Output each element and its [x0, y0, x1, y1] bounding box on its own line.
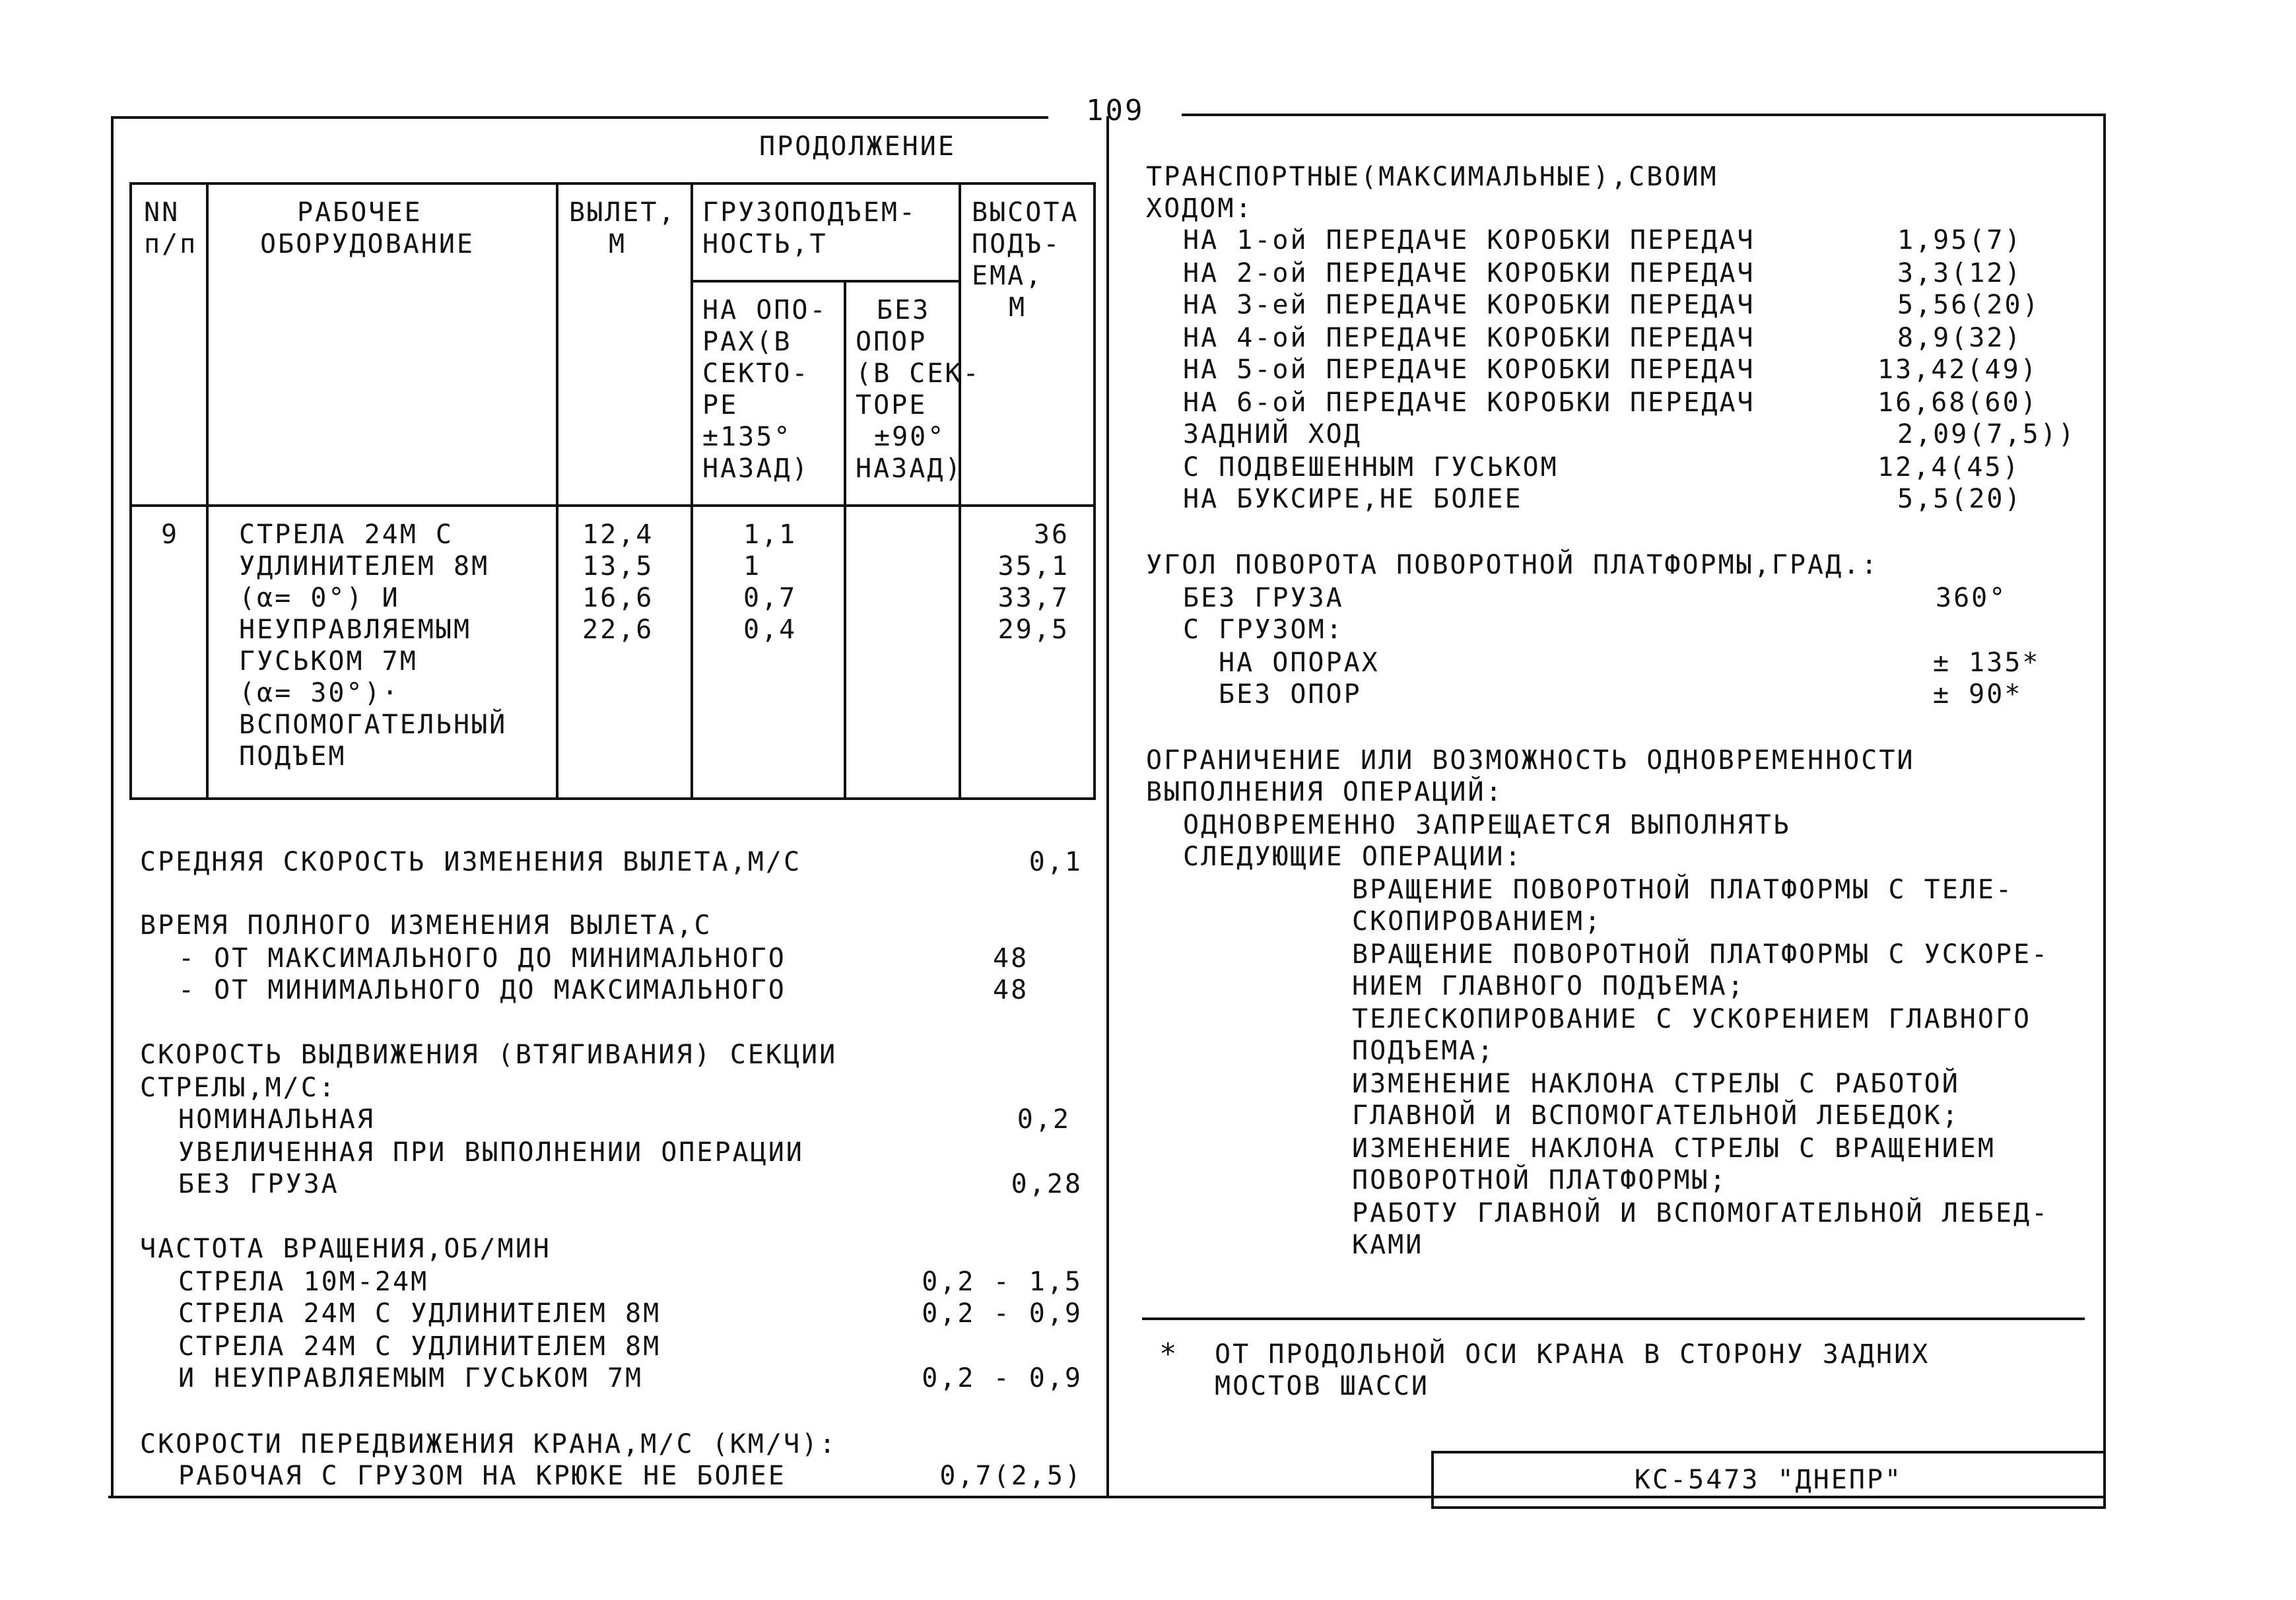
- restriction-title-2: ВЫПОЛНЕНИЯ ОПЕРАЦИЙ:: [1146, 777, 1504, 807]
- subheader-outriggers-4: РЕ: [702, 390, 739, 420]
- footnote-line-2: МОСТОВ ШАССИ: [1215, 1371, 1429, 1401]
- restriction-line: КАМИ: [1352, 1230, 1424, 1260]
- row-capacity-3: 0,7: [743, 583, 797, 613]
- table-col-1: [206, 182, 209, 800]
- row-equipment-5: ГУСЬКОМ 7М: [239, 646, 418, 677]
- header-nn-2: п/п: [144, 229, 198, 259]
- subheader-outriggers-2: РАХ(В: [702, 327, 792, 357]
- continuation-title: ПРОДОЛЖЕНИЕ: [759, 131, 956, 162]
- restriction-line: ВРАЩЕНИЕ ПОВОРОТНОЙ ПЛАТФОРМЫ С ТЕЛЕ-: [1352, 875, 2014, 905]
- restriction-line: ТЕЛЕСКОПИРОВАНИЕ С УСКОРЕНИЕМ ГЛАВНОГО: [1352, 1004, 2032, 1034]
- subheader-no-outriggers-6: НАЗАД): [856, 453, 963, 484]
- angle-no-load-value: 360°: [1936, 583, 2008, 613]
- transport-3-value: 5,56(20): [1897, 290, 2041, 320]
- row-nn: 9: [161, 519, 180, 550]
- rotation-1-value: 0,2 - 1,5: [922, 1267, 1083, 1297]
- subheader-outriggers-3: СЕКТО-: [702, 358, 810, 389]
- transport-9-value: 5,5(20): [1897, 484, 2023, 514]
- row-height-4: 29,5: [997, 615, 1069, 645]
- angle-outriggers-value: ± 135*: [1933, 648, 2041, 678]
- travel-title: СКОРОСТИ ПЕРЕДВИЖЕНИЯ КРАНА,М/С (КМ/Ч):: [140, 1429, 838, 1459]
- subheader-outriggers-1: НА ОПО-: [702, 295, 828, 325]
- transport-1-label: НА 1-ой ПЕРЕДАЧЕ КОРОБКИ ПЕРЕДАЧ: [1183, 225, 1755, 255]
- rotation-2-value: 0,2 - 0,9: [922, 1298, 1083, 1329]
- subheader-no-outriggers-5: ±90°: [874, 422, 946, 452]
- row-equipment-6: (α= 30°)·: [239, 678, 400, 708]
- transport-8-label: С ПОДВЕШЕННЫМ ГУСЬКОМ: [1183, 452, 1559, 483]
- full-time-2-label: - ОТ МИНИМАЛЬНОГО ДО МАКСИМАЛЬНОГО: [178, 975, 786, 1005]
- restriction-line: ВРАЩЕНИЕ ПОВОРОТНОЙ ПЛАТФОРМЫ С УСКОРЕ-: [1352, 939, 2050, 970]
- transport-8-value: 12,4(45): [1877, 452, 2021, 483]
- subheader-no-outriggers-4: ТОРЕ: [856, 390, 928, 420]
- subheader-no-outriggers-1: БЕЗ: [877, 295, 931, 325]
- frame-top-right: [1182, 114, 2106, 116]
- angle-no-outriggers-value: ± 90*: [1933, 679, 2023, 710]
- footnote-line-1: ОТ ПРОДОЛЬНОЙ ОСИ КРАНА В СТОРОНУ ЗАДНИХ: [1215, 1339, 1930, 1370]
- rotation-title: ЧАСТОТА ВРАЩЕНИЯ,ОБ/МИН: [140, 1234, 551, 1264]
- restriction-sub-1: ОДНОВРЕМЕННО ЗАПРЕЩАЕТСЯ ВЫПОЛНЯТЬ: [1183, 810, 1791, 840]
- rotation-3-value: 0,2 - 0,9: [922, 1363, 1083, 1393]
- restriction-line: ГЛАВНОЙ И ВСПОМОГАТЕЛЬНОЙ ЛЕБЕДОК;: [1352, 1100, 1960, 1131]
- ext-speed-increased-label: БЕЗ ГРУЗА: [178, 1169, 339, 1199]
- transport-5-label: НА 5-ой ПЕРЕДАЧЕ КОРОБКИ ПЕРЕДАЧ: [1183, 354, 1755, 385]
- table-col-3: [691, 182, 693, 800]
- restriction-line: РАБОТУ ГЛАВНОЙ И ВСПОМОГАТЕЛЬНОЙ ЛЕБЕД-: [1352, 1198, 2050, 1228]
- restriction-line: НИЕМ ГЛАВНОГО ПОДЪЕМА;: [1352, 971, 1745, 1001]
- title-stamp: КС-5473 "ДНЕПР": [1634, 1465, 1903, 1495]
- row-reach-1: 12,4: [582, 519, 654, 550]
- header-height-4: М: [1009, 292, 1027, 323]
- row-capacity-4: 0,4: [743, 615, 797, 645]
- header-reach-2: М: [609, 229, 627, 259]
- header-capacity-1: ГРУЗОПОДЪЕМ-: [702, 197, 917, 228]
- full-time-1-value: 48: [993, 943, 1029, 974]
- table-col-5: [959, 182, 961, 800]
- ext-speed-nominal-value: 0,2: [1017, 1104, 1071, 1135]
- row-equipment-3: (α= 0°) И: [239, 583, 400, 613]
- footnote-rule: [1142, 1317, 2085, 1320]
- transport-7-label: ЗАДНИЙ ХОД: [1183, 419, 1362, 450]
- subheader-no-outriggers-3: (В СЕК-: [856, 358, 981, 389]
- row-equipment-2: УДЛИНИТЕЛЕМ 8М: [239, 551, 490, 582]
- subheader-no-outriggers-2: ОПОР: [856, 327, 928, 357]
- row-equipment-1: СТРЕЛА 24М С: [239, 519, 454, 550]
- restriction-line: ИЗМЕНЕНИЕ НАКЛОНА СТРЕЛЫ С РАБОТОЙ: [1352, 1069, 1960, 1099]
- full-time-1-label: - ОТ МАКСИМАЛЬНОГО ДО МИНИМАЛЬНОГО: [178, 943, 786, 974]
- angle-with-load: С ГРУЗОМ:: [1183, 615, 1344, 645]
- transport-4-value: 8,9(32): [1897, 323, 2023, 353]
- restriction-line: ПОВОРОТНОЙ ПЛАТФОРМЫ;: [1352, 1165, 1728, 1195]
- restriction-sub-2: СЛЕДУЮЩИЕ ОПЕРАЦИИ:: [1183, 842, 1523, 872]
- rotation-3a-label: СТРЕЛА 24М С УДЛИНИТЕЛЕМ 8М: [178, 1331, 661, 1362]
- angle-outriggers-label: НА ОПОРАХ: [1219, 648, 1380, 678]
- row-equipment-7: ВСПОМОГАТЕЛЬНЫЙ: [239, 710, 508, 740]
- header-reach-1: ВЫЛЕТ,: [569, 197, 677, 228]
- angle-no-outriggers-label: БЕЗ ОПОР: [1219, 679, 1362, 710]
- row-reach-3: 16,6: [582, 583, 654, 613]
- avg-speed-value: 0,1: [1029, 847, 1083, 877]
- transport-1-value: 1,95(7): [1897, 225, 2023, 255]
- table-subheader-line: [691, 280, 960, 283]
- ext-speed-title-2: СТРЕЛЫ,М/С:: [140, 1073, 337, 1103]
- rotation-1-label: СТРЕЛА 10М-24М: [178, 1267, 429, 1297]
- table-header-line: [129, 504, 1096, 507]
- row-equipment-4: НЕУПРАВЛЯЕМЫМ: [239, 615, 472, 645]
- row-height-2: 35,1: [997, 551, 1069, 582]
- header-equipment-2: ОБОРУДОВАНИЕ: [260, 229, 475, 259]
- header-nn-1: NN: [144, 197, 180, 228]
- row-height-3: 33,7: [997, 583, 1069, 613]
- transport-3-label: НА 3-ей ПЕРЕДАЧЕ КОРОБКИ ПЕРЕДАЧ: [1183, 290, 1755, 320]
- transport-5-value: 13,42(49): [1877, 354, 2039, 385]
- row-equipment-8: ПОДЪЕМ: [239, 741, 347, 772]
- full-time-title: ВРЕМЯ ПОЛНОГО ИЗМЕНЕНИЯ ВЫЛЕТА,С: [140, 910, 712, 941]
- angle-title: УГОЛ ПОВОРОТА ПОВОРОТНОЙ ПЛАТФОРМЫ,ГРАД.:: [1146, 550, 1879, 580]
- frame-left: [111, 116, 114, 1498]
- travel-working-value: 0,7(2,5): [939, 1461, 1083, 1491]
- transport-9-label: НА БУКСИРЕ,НЕ БОЛЕЕ: [1183, 484, 1523, 514]
- rotation-2-label: СТРЕЛА 24М С УДЛИНИТЕЛЕМ 8М: [178, 1298, 661, 1329]
- transport-2-label: НА 2-ой ПЕРЕДАЧЕ КОРОБКИ ПЕРЕДАЧ: [1183, 258, 1755, 288]
- avg-speed-label: СРЕДНЯЯ СКОРОСТЬ ИЗМЕНЕНИЯ ВЫЛЕТА,М/С: [140, 847, 802, 877]
- header-equipment-1: РАБОЧЕЕ: [297, 197, 422, 228]
- header-height-1: ВЫСОТА: [972, 197, 1079, 228]
- table-col-2: [556, 182, 558, 800]
- transport-7-value: 2,09(7,5)): [1897, 419, 2076, 450]
- frame-right: [2103, 114, 2106, 1506]
- angle-no-load-label: БЕЗ ГРУЗА: [1183, 583, 1344, 613]
- transport-title-2: ХОДОМ:: [1146, 193, 1254, 224]
- row-capacity-2: 1: [743, 551, 762, 582]
- transport-title-1: ТРАНСПОРТНЫЕ(МАКСИМАЛЬНЫЕ),СВОИМ: [1146, 162, 1718, 192]
- full-time-2-value: 48: [993, 975, 1029, 1005]
- frame-top-left: [111, 116, 1048, 119]
- rotation-3b-label: И НЕУПРАВЛЯЕМЫМ ГУСЬКОМ 7М: [178, 1363, 644, 1393]
- ext-speed-nominal-label: НОМИНАЛЬНАЯ: [178, 1104, 375, 1135]
- restriction-title-1: ОГРАНИЧЕНИЕ ИЛИ ВОЗМОЖНОСТЬ ОДНОВРЕМЕННОСТИ: [1146, 745, 1915, 776]
- transport-4-label: НА 4-ой ПЕРЕДАЧЕ КОРОБКИ ПЕРЕДАЧ: [1183, 323, 1755, 353]
- footnote-mark: *: [1159, 1337, 1179, 1371]
- header-height-3: ЕМА,: [972, 261, 1044, 291]
- transport-6-label: НА 6-ой ПЕРЕДАЧЕ КОРОБКИ ПЕРЕДАЧ: [1183, 387, 1755, 418]
- ext-speed-increased-value: 0,28: [1011, 1169, 1083, 1199]
- transport-2-value: 3,3(12): [1897, 258, 2023, 288]
- ext-speed-title-1: СКОРОСТЬ ВЫДВИЖЕНИЯ (ВТЯГИВАНИЯ) СЕКЦИИ: [140, 1040, 838, 1070]
- transport-6-value: 16,68(60): [1877, 387, 2039, 418]
- page-number: 109: [1086, 94, 1145, 127]
- subheader-outriggers-6: НАЗАД): [702, 453, 810, 484]
- row-capacity-1: 1,1: [743, 519, 797, 550]
- restriction-line: ПОДЪЕМА;: [1352, 1036, 1495, 1066]
- frame-divider: [1106, 116, 1109, 1498]
- header-height-2: ПОДЪ-: [972, 229, 1062, 259]
- table-col-4: [844, 280, 846, 800]
- subheader-outriggers-5: ±135°: [702, 422, 792, 452]
- travel-working-label: РАБОЧАЯ С ГРУЗОМ НА КРЮКЕ НЕ БОЛЕЕ: [178, 1461, 786, 1491]
- row-reach-2: 13,5: [582, 551, 654, 582]
- row-height-1: 36: [1033, 519, 1069, 550]
- ext-speed-increased-1: УВЕЛИЧЕННАЯ ПРИ ВЫПОЛНЕНИИ ОПЕРАЦИИ: [178, 1137, 804, 1168]
- restriction-line: ИЗМЕНЕНИЕ НАКЛОНА СТРЕЛЫ С ВРАЩЕНИЕМ: [1352, 1133, 1996, 1164]
- row-reach-4: 22,6: [582, 615, 654, 645]
- header-capacity-2: НОСТЬ,Т: [702, 229, 828, 259]
- restriction-line: СКОПИРОВАНИЕМ;: [1352, 906, 1603, 937]
